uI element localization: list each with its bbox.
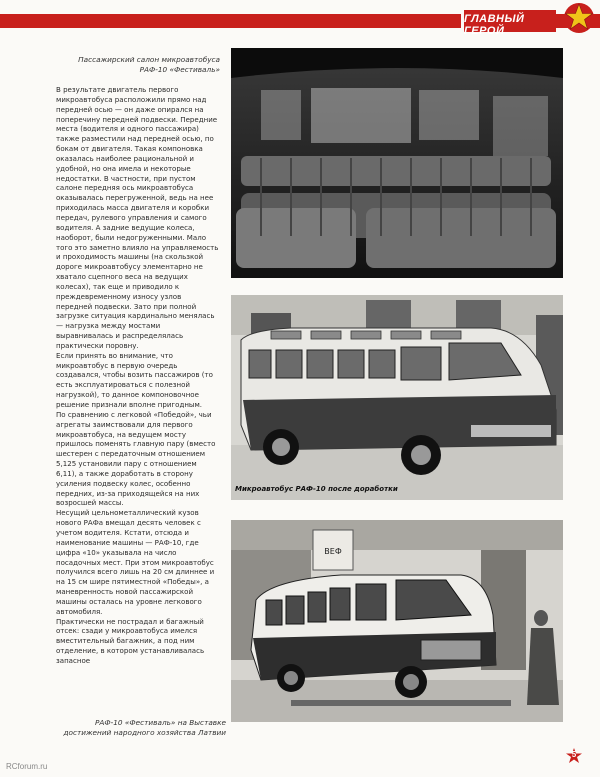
photo-exhibition [231,520,563,722]
caption-interior: Пассажирский салон микроавтобуса РАФ-10 «Фестиваль» [78,55,220,74]
paragraph: В результате двигатель первого микроавтобуса расположили прямо над передней осью — он даже опирался на поперечину передней подвески. Передние места (водителя и одного пассажира) также разместили над передней осью, по бокам от двигателя. Такая компоновка оказалась наиболее рациональной и удобной, но она имела и некоторые недостатки. В частности, при пустом салоне передняя ось микроавтобуса оказывалась перегруженной, ведь на нее приходилась масса двигателя и коробки передач, рулевого управления и самого водителя. А задние ведущие колеса, наоборот, были недогруженными. Мало того это заметно влияло на управляемость и проходимость машины (на скользкой дороге микроавтобусу элементарно не хватало сцепного веса на ведущих колесах), так еще и приводило к преждевременному износу узлов передней подвески. Зато при полной загрузке ситуация кардинально менялась — нагрузка между мостами выравнивалась и распределялась практически поровну. [56,85,219,350]
footer-watermark: RCforum.ru [6,762,48,771]
caption-exhibition: РАФ-10 «Фестиваль» на Выставке достижений народного хозяйства Латвии [63,718,226,737]
photo-modified-bus [231,295,563,500]
paragraph: Практически не пострадал и багажный отсек: сзади у микроавтобуса имелся вместительный багажник, а под ним отделение, в котором устанавливалась запасное [56,616,205,665]
paragraph: Если принять во внимание, что микроавтобус в первую очередь создавался, чтобы возить пассажиров (то есть эксплуатироваться с полезной нагрузкой), то данное компоновочное решение признали вполне пригодным. [56,350,213,409]
section-header-bar [0,10,600,37]
star-icon [562,0,596,34]
page-number: 5 [566,748,582,764]
section-title: ГЛАВНЫЙ ГЕРОЙ [464,13,525,37]
paragraph: По сравнению с легковой «Победой», чьи агрегаты заимствовали для первого микроавтобуса, на ведущем мосту пришлось поменять главную пару (вместо шестерен с передаточным отношением 5,125 установили пару с отношением 6,11), а также доработать в сторону усиления подвеску колес, особенно передних, из-за приходящейся на них возросшей массы. [56,409,216,508]
caption-modified-bus: Микроавтобус РАФ-10 после доработки [235,485,398,493]
paragraph: Несущий цельнометаллический кузов нового РАФа вмещал десять человек с учетом водителя. Кстати, отсюда и наименование машины — РАФ-10, где цифра «10» указывала на число посадочных мест. При этом микроавтобус получился всего лишь на 20 см длиннее и на 15 см шире пятиместной «Победы», а маневренность новой пассажирской машины осталась на уровне легкового автомобиля. [56,508,215,616]
exhibition-sign-label: ВЕФ [324,547,342,556]
article-body [56,85,219,666]
section-tag [461,10,556,37]
photo-interior [231,48,563,278]
